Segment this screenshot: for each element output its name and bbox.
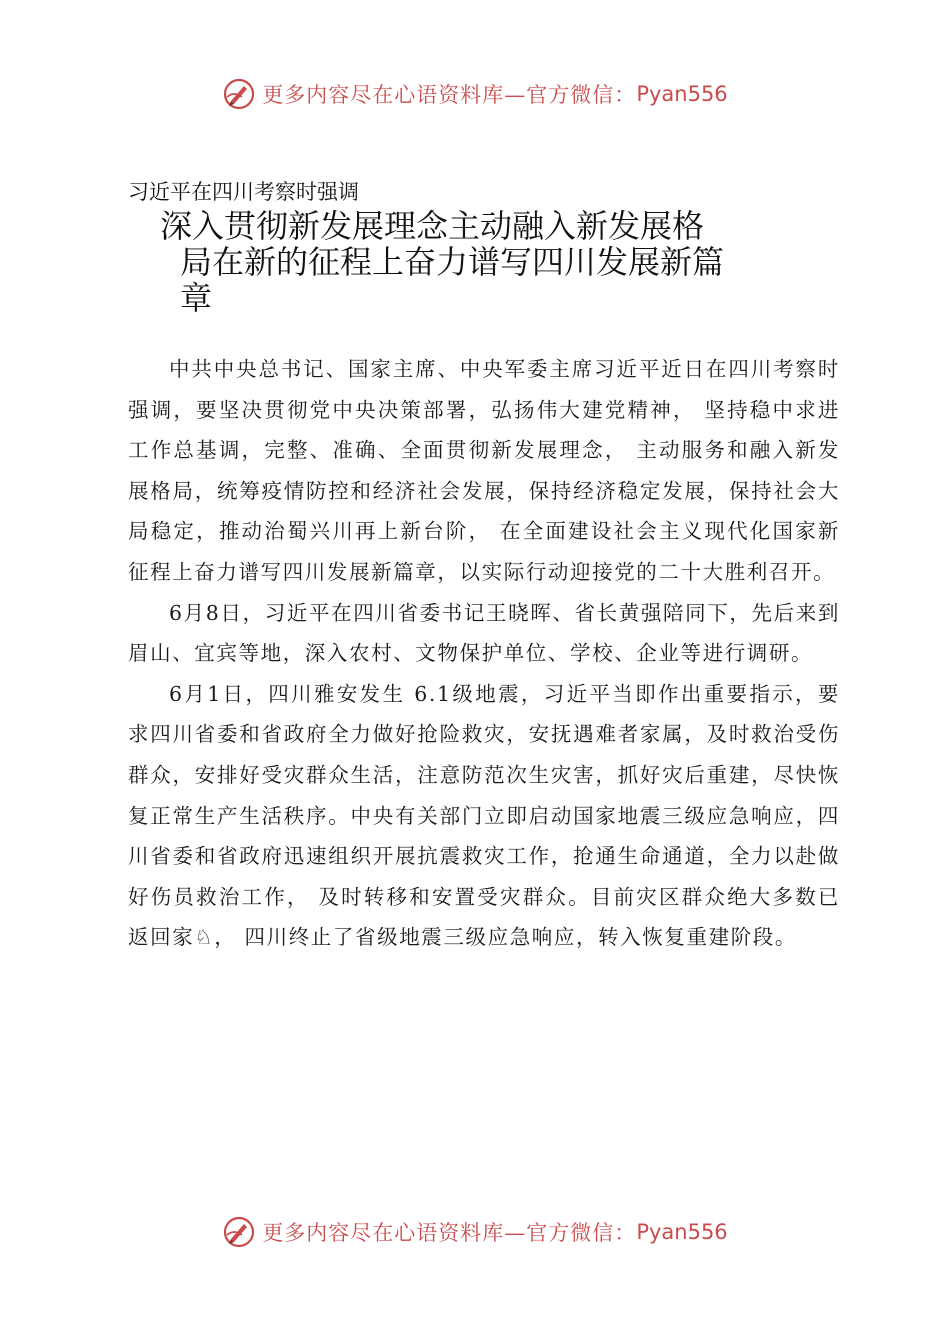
title-line-1: 深入贯彻新发展理念主动融入新发展格 [160,207,705,245]
article-title [160,208,800,316]
logo-pen-icon [222,77,256,111]
paragraph-2: 6月8日，习近平在四川省委书记王晓晖、省长黄强陪同下，先后来到眉山、宜宾等地，深入农村、文物保护单位、学校、企业等进行调研。 [128,600,840,666]
paragraph-1: 中共中央总书记、国家主席、中央军委主席习近平近日在四川考察时强调，要坚决贯彻党中央决策部署，弘扬伟大建党精神， 坚持稳中求进工作总基调，完整、准确、全面贯彻新发展理念， 主动服务和融入新发展格局，统筹疫情防控和经济社会发展，保持经济稳定发展，保持社会大局稳定，推动治蜀兴川再上新台阶， 在全面建设社会主义现代化国家新征程上奋力谱写四川发展新篇章，以实际行动迎接党的二十大胜利召开。 [128,357,840,584]
logo-pen-icon [222,1215,256,1249]
title-line-3: 章 [180,279,213,317]
footer-banner [0,1212,950,1252]
article-body [128,349,840,958]
title-line-2: 局在新的征程上奋力谱写四川发展新篇 [180,243,725,281]
banner-text: 更多内容尽在心语资料库—官方微信： [262,1221,637,1245]
banner-text: 更多内容尽在心语资料库—官方微信： [262,83,637,107]
paragraph-3: 6月1日，四川雅安发生 6.1级地震，习近平当即作出重要指示，要求四川省委和省政府全力做好抢险救灾，安抚遇难者家属，及时救治受伤群众，安排好受灾群众生活，注意防范次生灾害，抓好灾后重建，尽快恢复正常生产生活秩序。中央有关部门立即启动国家地震三级应急响应，四川省委和省政府迅速组织开展抗震救灾工作，抢通生命通道，全力以赴做好伤员救治工作， 及时转移和安置受灾群众。目前灾区群众绝大多数已返回家♘， 四川终止了省级地震三级应急响应，转入恢复重建阶段。 [128,681,840,950]
article-subtitle: 习近平在四川考察时强调 [128,180,359,204]
banner-wechat-id: Pyan556 [636,1220,728,1244]
header-banner [0,74,950,114]
banner-wechat-id: Pyan556 [636,82,728,106]
